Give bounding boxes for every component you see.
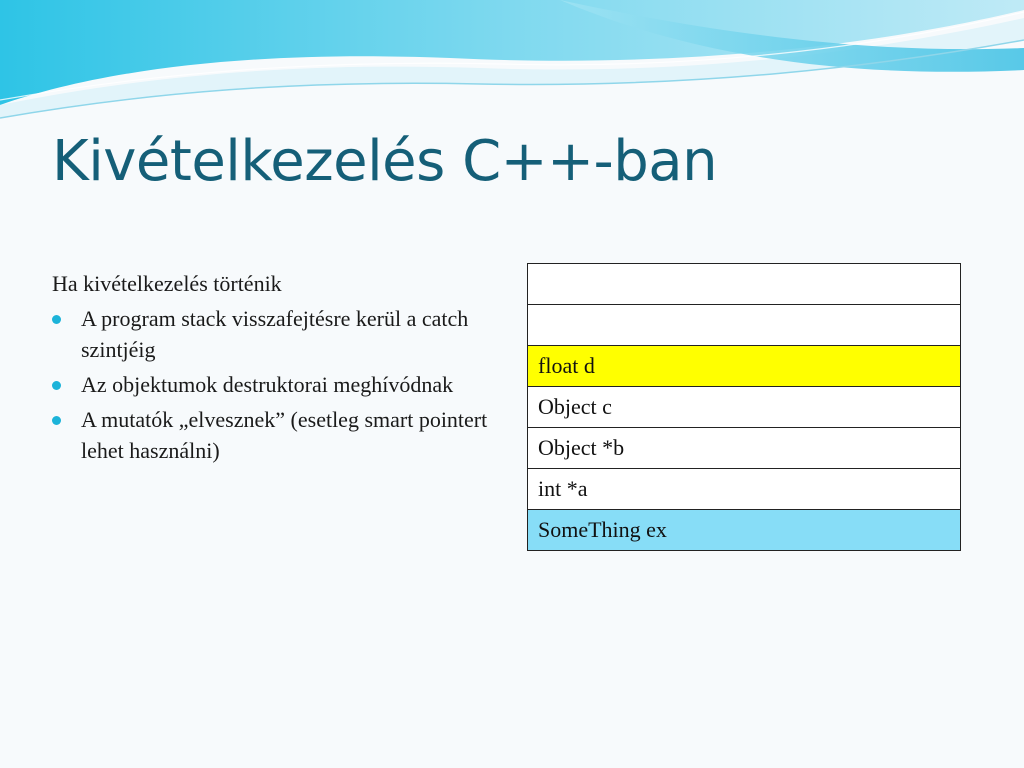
table-cell: Object *b — [528, 428, 961, 469]
bullet-text: A mutatók „elvesznek” (esetleg smart pointert lehet használni) — [81, 407, 488, 463]
table-row — [528, 428, 961, 469]
table-row-highlighted — [528, 510, 961, 551]
table-row — [528, 305, 961, 346]
table-row-highlighted — [528, 346, 961, 387]
content-body — [52, 268, 492, 470]
stack-table — [527, 263, 961, 551]
header-wave-decoration — [0, 0, 1024, 130]
table-cell: float d — [528, 346, 961, 387]
table-cell — [528, 264, 961, 305]
table-cell: SomeThing ex — [528, 510, 961, 551]
bullet-list — [52, 303, 492, 466]
list-item — [52, 369, 492, 400]
intro-text: Ha kivételkezelés történik — [52, 271, 282, 296]
bullet-dot-icon — [52, 416, 61, 425]
table-cell: int *a — [528, 469, 961, 510]
bullet-dot-icon — [52, 315, 61, 324]
table-row — [528, 469, 961, 510]
bullet-text: Az objektumok destruktorai meghívódnak — [81, 372, 454, 397]
table-cell: Object c — [528, 387, 961, 428]
bullet-text: A program stack visszafejtésre kerül a catch szintjéig — [81, 306, 469, 362]
slide-title: Kivételkezelés C++-ban — [52, 129, 718, 194]
list-item — [52, 303, 492, 365]
table-row — [528, 264, 961, 305]
table-row — [528, 387, 961, 428]
list-item — [52, 404, 492, 466]
bullet-dot-icon — [52, 381, 61, 390]
table-cell — [528, 305, 961, 346]
